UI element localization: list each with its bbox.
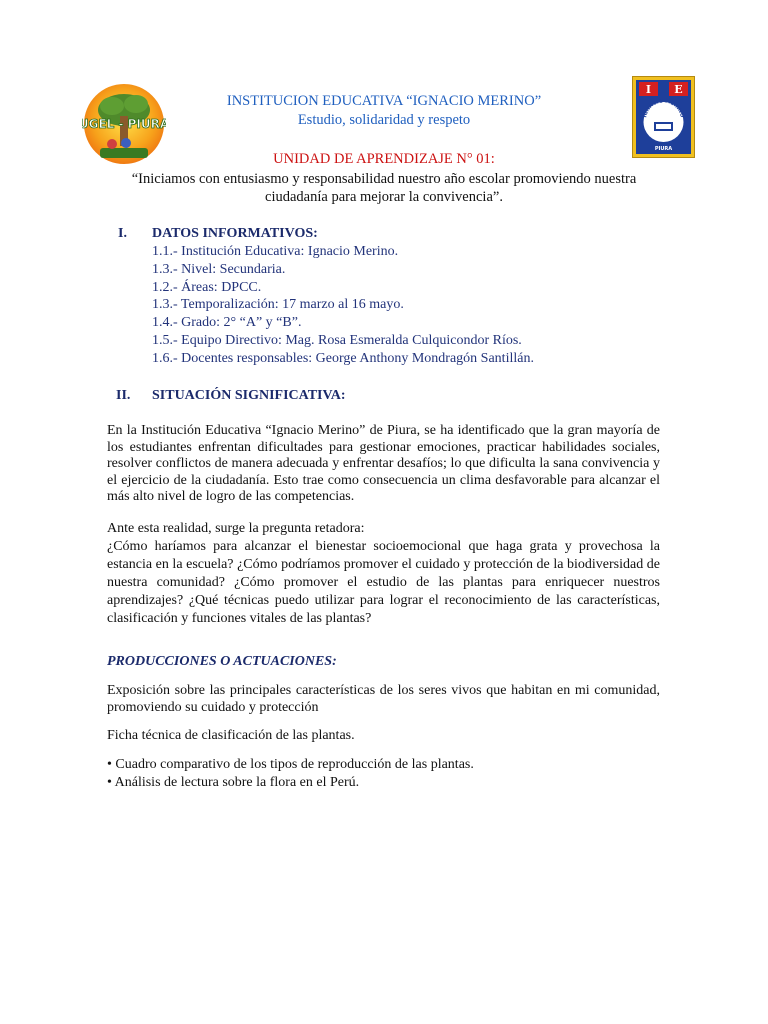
datos-informativos-list: [152, 243, 534, 368]
section2-heading: SITUACIÓN SIGNIFICATIVA:: [152, 388, 346, 403]
list-item: 1.3.- Temporalización: 17 marzo al 16 mayo.: [152, 297, 404, 313]
document-header: [170, 92, 598, 130]
section1-number: I.: [118, 226, 127, 241]
ignacio-merino-shield-logo: [632, 76, 695, 158]
list-item: 1.4.- Grado: 2° “A” y “B”.: [152, 315, 302, 331]
shield-letter-left: I: [645, 83, 652, 96]
list-item: 1.5.- Equipo Directivo: Mag. Rosa Esmeralda Culquicondor Ríos.: [152, 332, 522, 348]
shield-logo-graphic: [632, 76, 695, 158]
challenge-questions: ¿Cómo haríamos para alcanzar el bienestar socioemocional que haga grata y provechosa la estancia en la escuela? ¿Cómo podríamos promover el cuidado y protección de la biodiversidad de nuestra comunidad? ¿Cómo promover el estudio de las plantas para enriquecer nuestros aprendizajes? ¿Qué técnicas puedo utilizar para lograr el reconocimiento de las características, clasificación y funciones vitales de las plantas?: [107, 539, 660, 626]
productions-paragraph-2: Ficha técnica de clasificación de las plantas.: [107, 728, 355, 743]
challenge-intro: Ante esta realidad, surge la pregunta retadora:: [107, 521, 365, 536]
list-item: 1.3.- Nivel: Secundaria.: [152, 261, 286, 277]
section2-number: II.: [116, 388, 131, 403]
institution-name: INSTITUCION EDUCATIVA “IGNACIO MERINO”: [226, 93, 542, 109]
list-item: • Cuadro comparativo de los tipos de reproducción de las plantas.: [107, 757, 474, 772]
productions-bullet-list: [107, 756, 474, 791]
productions-paragraph-1: Exposición sobre las principales características de los seres vivos que habitan en mi comunidad, promoviendo su cuidado y protección: [107, 683, 660, 715]
unit-subtitle: “Iniciamos con entusiasmo y responsabilidad nuestro año escolar promoviendo nuestra ciudadanía para mejorar la convivencia”.: [131, 171, 637, 205]
shield-arc-text: IGNACIO MERINO: [642, 98, 685, 119]
list-item: 1.2.- Áreas: DPCC.: [152, 279, 262, 295]
shield-bottom-text: PIURA: [654, 146, 673, 152]
list-item: 1.6.- Docentes responsables: George Anthony Mondragón Santillán.: [152, 350, 534, 366]
productions-heading: PRODUCCIONES O ACTUACIONES:: [107, 654, 337, 669]
list-item: 1.1.- Institución Educativa: Ignacio Merino.: [152, 244, 399, 259]
institution-motto: Estudio, solidaridad y respeto: [297, 112, 471, 128]
unit-title: UNIDAD DE APRENDIZAJE N° 01:: [273, 151, 495, 167]
situation-paragraph: En la Institución Educativa “Ignacio Merino” de Piura, se ha identificado que la gran mayoría de los estudiantes enfrentan dificultades para gestionar emociones, practicar habilidades sociales, resolver conflictos de manera adecuada y enfrentar desafíos; lo que dificulta la sana convivencia y el ejercicio de la ciudadanía. Esto trae como consecuencia un clima desfavorable para alcanzar el más alto nivel de logro de las competencias.: [107, 423, 660, 505]
shield-letter-right: E: [674, 83, 683, 96]
section1-heading: DATOS INFORMATIVOS:: [152, 226, 318, 241]
ugel-logo-text: UGEL - PIURA: [82, 117, 166, 131]
list-item: • Análisis de lectura sobre la flora en el Perú.: [107, 774, 360, 790]
